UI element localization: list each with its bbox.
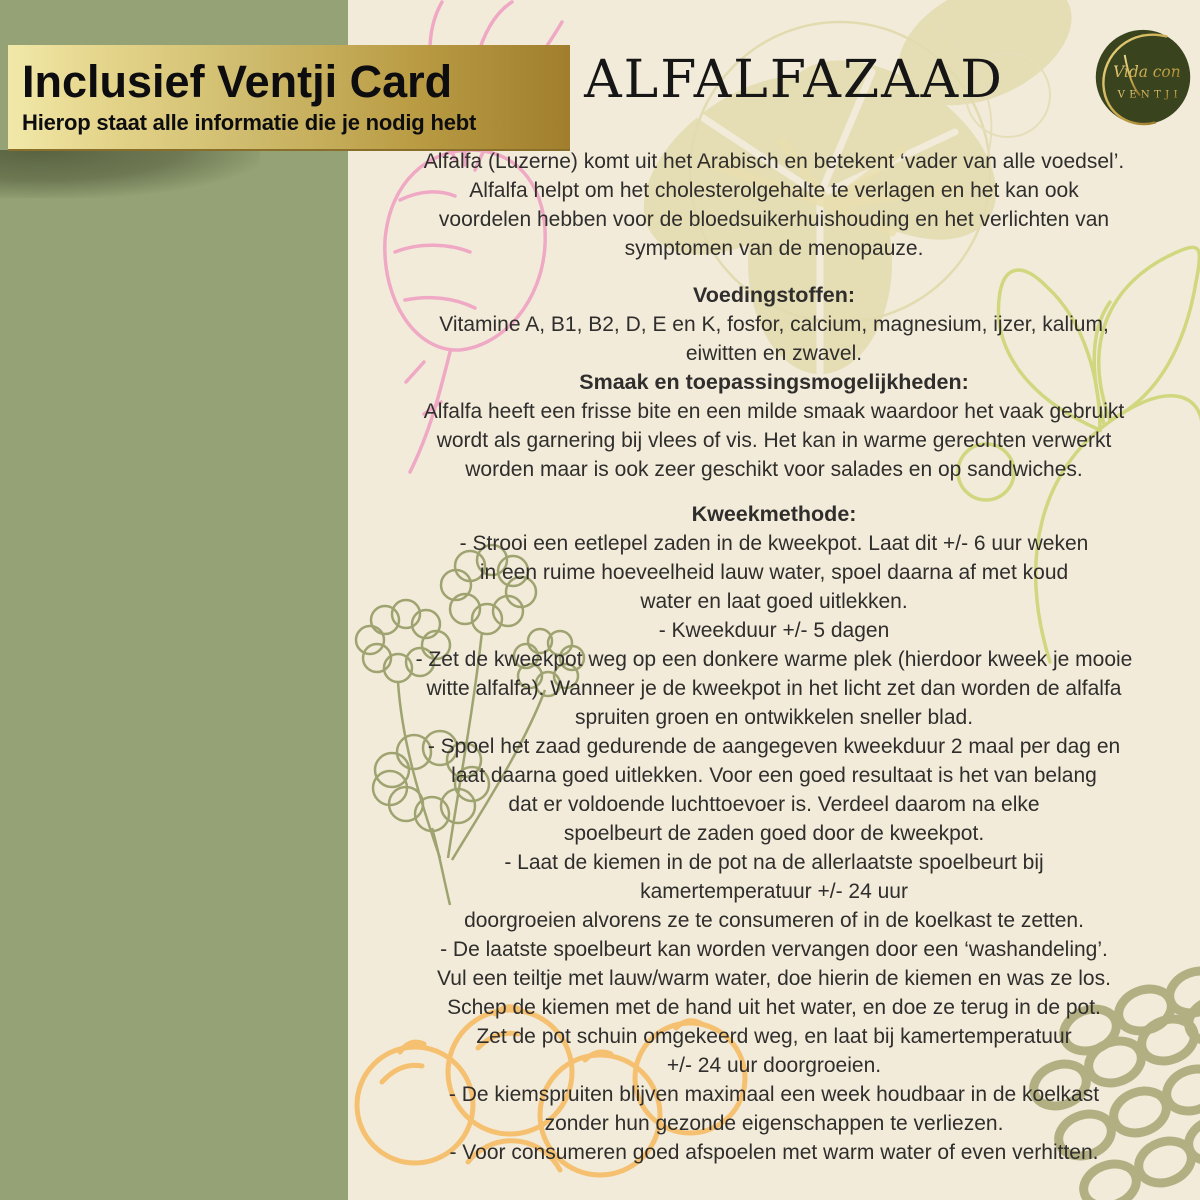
text-line: - Zet de kweekpot weg op een donkere warme plek (hierdoor kweek je mooie [415,648,1133,671]
text-line: laat daarna goed uitlekken. Voor een goed resultaat is het van belang [451,764,1097,787]
text-line: Alfalfa (Luzerne) komt uit het Arabisch en betekent ‘vader van alle voedsel’. [423,150,1125,173]
section-heading: Smaak en toepassingsmogelijkheden: [579,370,969,394]
text-line: Vitamine A, B1, B2, D, E en K, fosfor, calcium, magnesium, ijzer, kalium, [439,313,1109,336]
text-line: Schep de kiemen met de hand uit het water, en doe ze terug in de pot. [447,996,1101,1019]
section-body [348,310,1200,368]
text-line: spoelbeurt de zaden goed door de kweekpot. [563,822,985,845]
section-kweekmethode [348,500,1200,1167]
banner-title: Inclusief Ventji Card [22,56,453,108]
text-line: in een ruime hoeveelheid lauw water, spoel daarna af met koud [479,561,1069,584]
text-line: dat er voldoende luchttoevoer is. Verdeel daarom na elke [508,793,1040,816]
section-voedingstoffen [348,281,1200,368]
text-line: witte alfalfa). Wanneer je de kweekpot in het licht zet dan worden de alfalfa [426,677,1122,700]
text-line: worden maar is ook zeer geschikt voor salades en op sandwiches. [465,458,1083,481]
text-line: Alfalfa helpt om het cholesterolgehalte te verlagen en het kan ook [469,179,1079,202]
text-line: Zet de pot schuin omgekeerd weg, en laat bij kamertemperatuur [476,1025,1072,1048]
text-line: - De kiemspruiten blijven maximaal een week houdbaar in de koelkast [448,1083,1100,1106]
gold-banner [8,45,570,151]
text-line: - Spoel het zaad gedurende de aangegeven kweekduur 2 maal per dag en [427,735,1121,758]
text-line: eiwitten en zwavel. [685,342,863,365]
text-line: - Strooi een eetlepel zaden in de kweekpot. Laat dit +/- 6 uur weken [459,532,1089,555]
logo-brand-name: VENTJI [1117,89,1182,101]
text-line: Vul een teiltje met lauw/warm water, doe hierin de kiemen en was ze los. [437,967,1111,990]
text-line: kamertemperatuur +/- 24 uur [640,880,908,903]
section-body [348,529,1200,1167]
text-line: doorgroeien alvorens ze te consumeren of in de koelkast te zetten. [464,909,1084,932]
section-smaak [348,368,1200,484]
intro-paragraph [348,147,1200,263]
text-line: - Kweekduur +/- 5 dagen [658,619,890,642]
text-line: Alfalfa heeft een frisse bite en een milde smaak waardoor het vaak gebruikt [423,400,1125,423]
text-line: spruiten groen en ontwikkelen sneller blad. [574,706,974,729]
text-line: +/- 24 uur doorgroeien. [666,1054,882,1077]
brand-logo-graphic [1090,26,1196,132]
banner-subtitle: Hierop staat alle informatie die je nodig hebt [22,109,477,135]
banner-shadow [0,150,260,198]
text-line: voordelen hebben voor de bloedsuikerhuishouding en het verlichten van [438,208,1110,231]
text-line: zonder hun gezonde eigenschappen te verliezen. [544,1112,1004,1135]
text-line: water en laat goed uitlekken. [640,590,908,613]
text-line: - Laat de kiemen in de pot na de allerlaatste spoelbeurt bij [504,851,1044,874]
section-heading: Kweekmethode: [691,502,857,526]
text-line: wordt als garnering bij vlees of vis. Het kan in warme gerechten verwerkt [436,429,1112,452]
brand-logo [1090,26,1196,132]
section-heading: Voedingstoffen: [692,283,856,307]
section-body [348,397,1200,484]
product-title: ALFALFAZAAD [584,50,1004,110]
text-line: - Voor consumeren goed afspoelen met warm water of even verhitten. [449,1141,1099,1164]
info-text [348,147,1200,1167]
text-line: symptomen van de menopauze. [624,237,924,260]
logo-script-text: Vida con [1113,63,1181,82]
text-line: - De laatste spoelbeurt kan worden vervangen door een ‘washandeling’. [440,938,1108,961]
